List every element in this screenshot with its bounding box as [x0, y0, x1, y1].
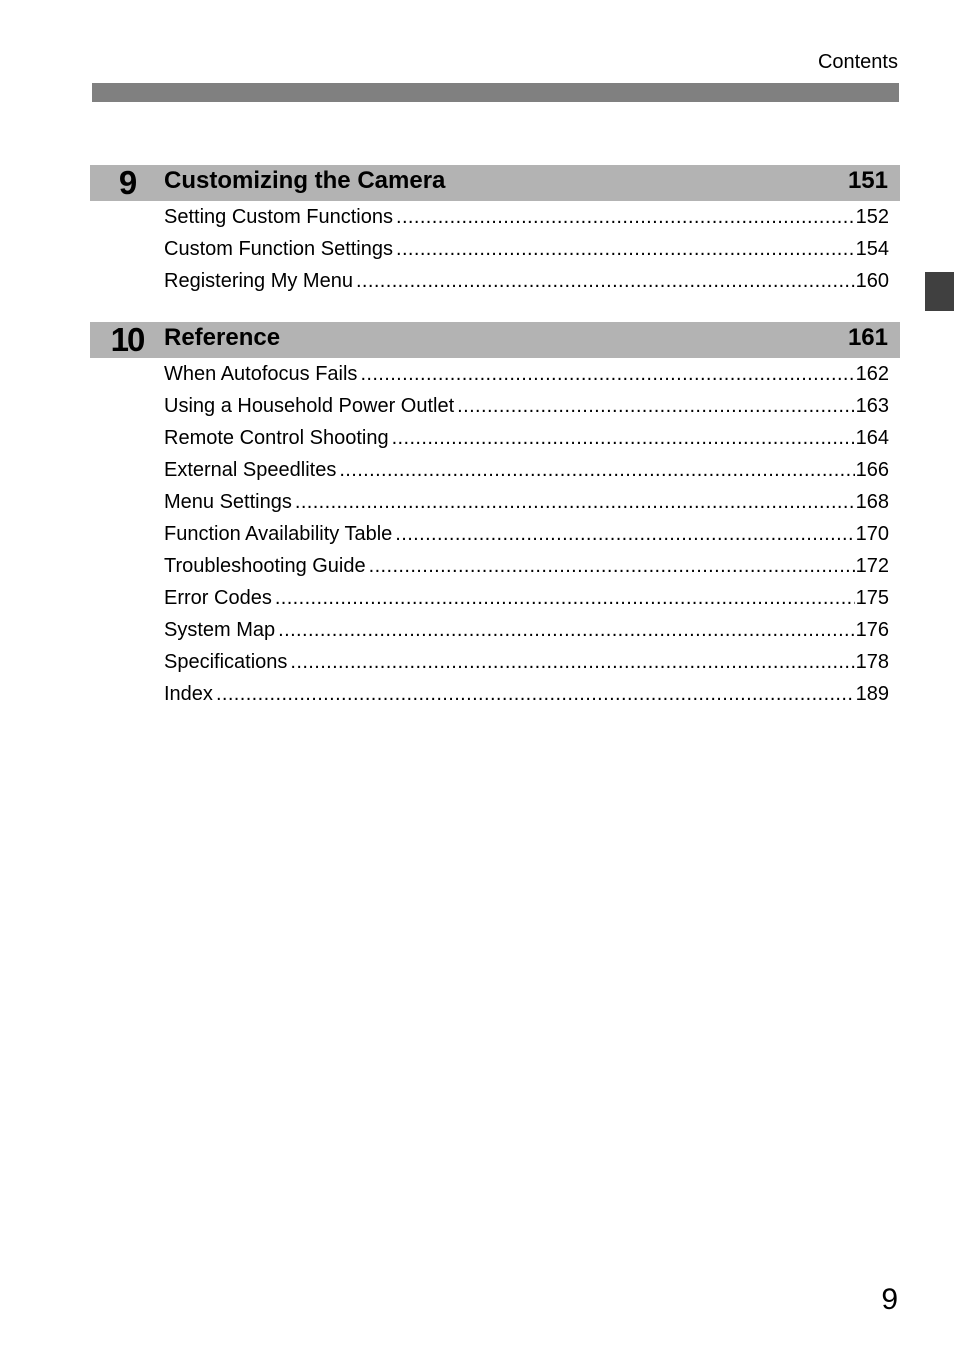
toc-entry-title: Index — [164, 683, 213, 705]
toc-entry-list — [90, 358, 900, 710]
section-page-number: 151 — [847, 167, 888, 194]
toc-entry-title: Using a Household Power Outlet — [164, 395, 455, 417]
toc-entry[interactable] — [164, 233, 889, 265]
toc-entry-page: 170 — [855, 523, 889, 545]
toc-entry-page: 178 — [855, 651, 889, 673]
toc-entry-page: 152 — [855, 206, 889, 228]
toc-entry-page: 176 — [855, 619, 889, 641]
section-header-bar — [90, 322, 900, 358]
toc-entry-title: Custom Function Settings — [164, 238, 393, 260]
dot-leader — [290, 646, 854, 678]
toc-entry-title: When Autofocus Fails — [164, 363, 358, 385]
toc-entry[interactable] — [164, 390, 889, 422]
dot-leader — [295, 486, 855, 518]
toc-section-customizing — [90, 165, 900, 297]
toc-entry-title: Menu Settings — [164, 491, 292, 513]
toc-entry[interactable] — [164, 550, 889, 582]
dot-leader — [275, 582, 855, 614]
toc-entry-list — [90, 201, 900, 297]
section-header-bar — [90, 165, 900, 201]
toc-entry[interactable] — [164, 678, 889, 710]
toc-entry-page: 162 — [855, 363, 889, 385]
toc-entry-page: 166 — [855, 459, 889, 481]
dot-leader — [356, 265, 855, 297]
header-rule — [92, 83, 899, 102]
dot-leader — [396, 201, 855, 233]
toc-entry-page: 154 — [855, 238, 889, 260]
toc-entry-page: 164 — [855, 427, 889, 449]
toc-entry[interactable] — [164, 614, 889, 646]
section-title: Customizing the Camera — [164, 167, 446, 194]
toc-entry[interactable] — [164, 486, 889, 518]
toc-entry[interactable] — [164, 582, 889, 614]
toc-entry[interactable] — [164, 422, 889, 454]
toc-section-reference — [90, 322, 900, 710]
toc-entry-title: Function Availability Table — [164, 523, 393, 545]
toc-entry[interactable] — [164, 265, 889, 297]
dot-leader — [369, 550, 855, 582]
page-number: 9 — [881, 1283, 898, 1316]
dot-leader — [339, 454, 854, 486]
dot-leader — [360, 358, 854, 390]
toc-entry[interactable] — [164, 454, 889, 486]
chapter-number: 10 — [110, 321, 144, 358]
toc-entry-title: External Speedlites — [164, 459, 337, 481]
dot-leader — [457, 390, 854, 422]
toc-entry[interactable] — [164, 201, 889, 233]
section-title: Reference — [164, 324, 281, 351]
toc-entry-page: 189 — [855, 683, 889, 705]
section-page-number: 161 — [847, 324, 888, 351]
toc-entry-title: Registering My Menu — [164, 270, 353, 292]
toc-entry[interactable] — [164, 358, 889, 390]
toc-entry-page: 172 — [855, 555, 889, 577]
dot-leader — [396, 233, 855, 265]
chapter-number: 9 — [118, 164, 136, 201]
toc-entry-title: System Map — [164, 619, 276, 641]
toc-entry[interactable] — [164, 646, 889, 678]
toc-entry-title: Troubleshooting Guide — [164, 555, 366, 577]
dot-leader — [392, 422, 855, 454]
toc-entry-page: 160 — [855, 270, 889, 292]
dot-leader — [216, 678, 855, 710]
toc-entry-title: Error Codes — [164, 587, 272, 609]
toc-entry-title: Specifications — [164, 651, 288, 673]
toc-entry-title: Remote Control Shooting — [164, 427, 389, 449]
dot-leader — [395, 518, 854, 550]
toc-entry-page: 168 — [855, 491, 889, 513]
chapter-side-tab — [925, 272, 954, 311]
toc-entry-title: Setting Custom Functions — [164, 206, 393, 228]
toc-entry-page: 163 — [855, 395, 889, 417]
toc-entry-page: 175 — [855, 587, 889, 609]
dot-leader — [278, 614, 854, 646]
running-head-title: Contents — [817, 51, 898, 73]
toc-entry[interactable] — [164, 518, 889, 550]
